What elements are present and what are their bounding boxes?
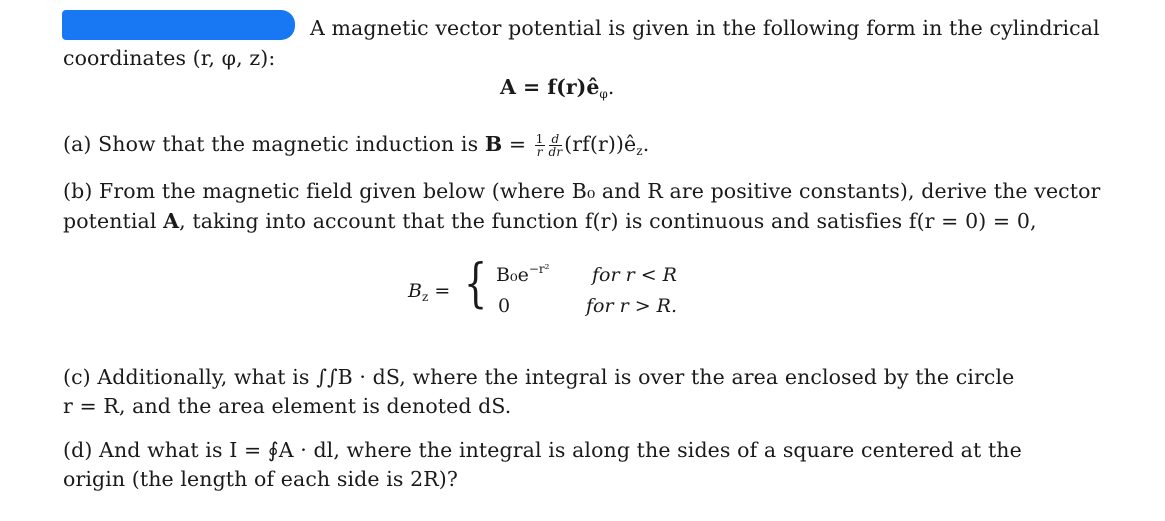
piece-1-condition: for r < R	[592, 264, 677, 286]
part-c-line-2: r = R, and the area element is denoted dS.	[63, 394, 512, 418]
piece-1-value-text: B₀e	[496, 264, 529, 286]
part-b-line-1: (b) From the magnetic field given below (where B₀ and R are positive constants), derive the vector	[63, 179, 1101, 203]
part-b-line-2-A: A	[163, 209, 180, 233]
intro-line-1: A magnetic vector potential is given in the following form in the cylindrical	[310, 16, 1100, 40]
part-a-prefix: (a) Show that the magnetic induction is	[63, 132, 485, 156]
part-a-rest: (rf(r))ê	[564, 132, 637, 156]
part-a-frac-1	[535, 133, 545, 158]
part-a	[63, 131, 649, 158]
redaction-mark	[62, 10, 295, 40]
frac-1-num: 1	[535, 132, 544, 146]
frac-2-den: dr	[548, 145, 563, 159]
intro-line-2: coordinates (r, φ, z):	[63, 46, 276, 70]
part-d-line-2: origin (the length of each side is 2R)?	[63, 467, 458, 491]
main-equation-sub: φ	[599, 87, 608, 101]
main-equation-text: A = f(r)ê	[500, 75, 600, 99]
frac-1-den: r	[536, 145, 543, 159]
part-a-eq: =	[502, 132, 533, 156]
main-equation	[500, 74, 614, 100]
piecewise-brace: {	[464, 254, 488, 314]
piece-2-condition: for r > R.	[586, 295, 678, 317]
piece-2-value: 0	[498, 295, 511, 317]
part-a-sub: z	[636, 144, 643, 158]
part-a-end: .	[642, 132, 650, 156]
part-b-line-2-a: potential	[63, 209, 164, 233]
part-c-line-1: (c) Additionally, what is ∫∫B · dS, where the integral is over the area enclosed by the circle	[63, 365, 1015, 389]
piecewise-lhs	[408, 279, 450, 303]
main-equation-end: .	[607, 75, 615, 99]
piecewise-lhs-sub: z	[421, 290, 429, 304]
piece-1-value	[496, 263, 549, 287]
part-a-frac-2	[549, 133, 563, 158]
piecewise-lhs-text: B	[408, 280, 422, 302]
part-b-line-2	[63, 208, 1037, 234]
piece-1-exponent: −r²	[528, 262, 550, 276]
part-b-line-2-b: , taking into account that the function f(r) is continuous and satisfies f(r = 0) = 0,	[179, 209, 1037, 233]
part-a-B: B	[484, 132, 503, 156]
frac-2-num: d	[549, 133, 563, 146]
piecewise-eq: =	[428, 280, 451, 302]
part-d-line-1: (d) And what is I = ∮A · dl, where the integral is along the sides of a square centered at the	[63, 438, 1022, 462]
